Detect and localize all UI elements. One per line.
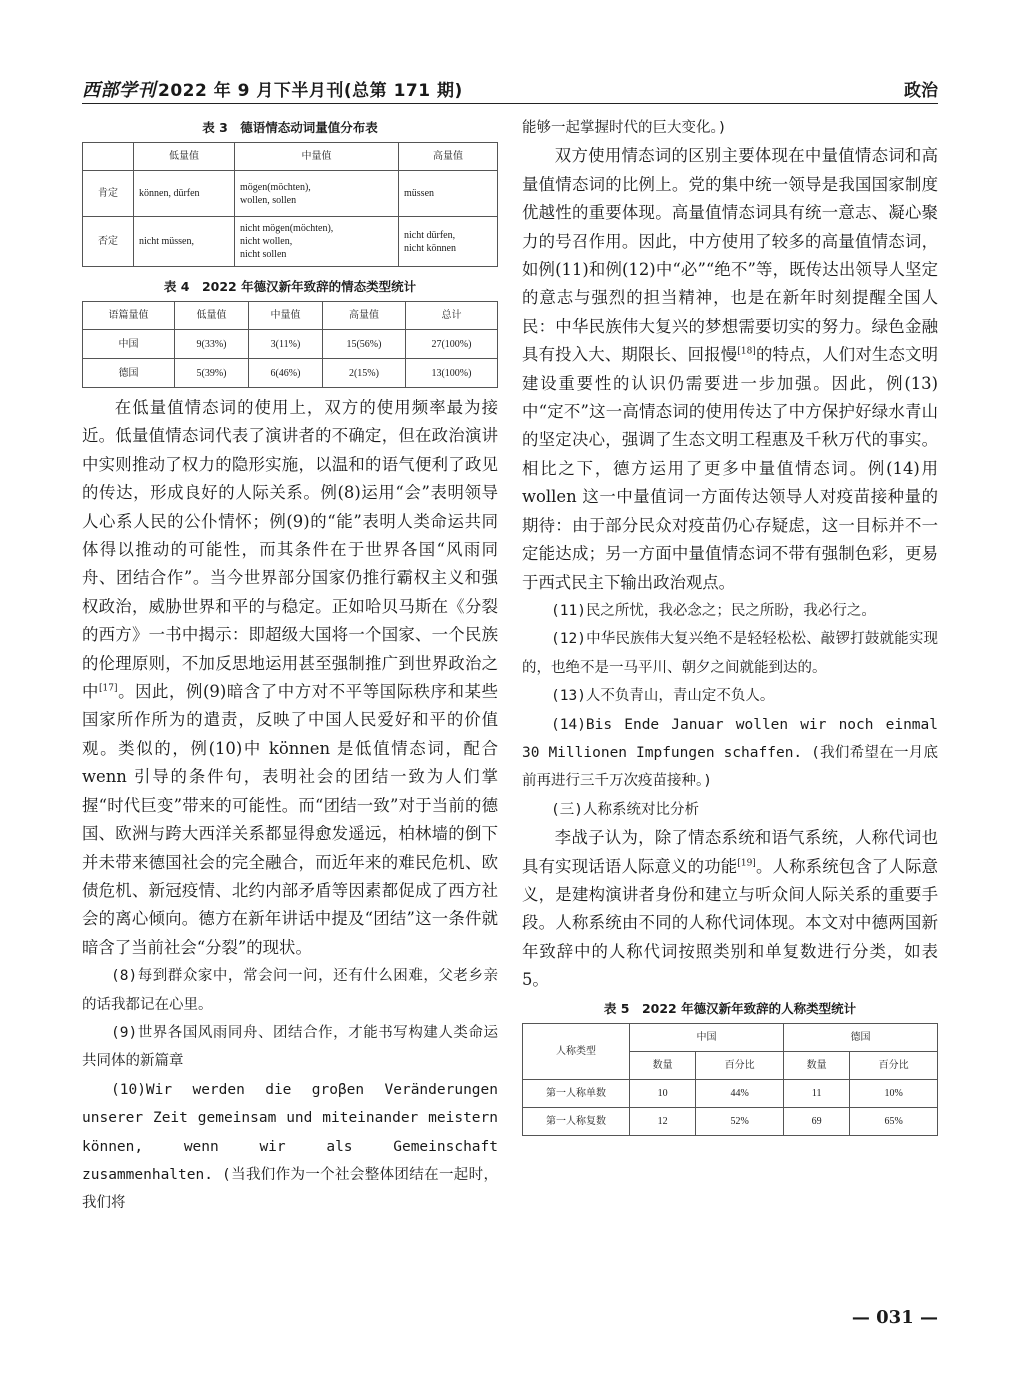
table5-cell: 第一人称单数 (523, 1079, 630, 1107)
table4-cell: 9(33%) (175, 330, 249, 359)
table4-cell: 15(56%) (322, 330, 405, 359)
table5-cell: 10% (850, 1079, 938, 1107)
table4-cell: 27(100%) (405, 330, 497, 359)
table5-subheader: 数量 (783, 1051, 849, 1079)
citation: [17] (99, 683, 118, 694)
table5-cell: 12 (630, 1107, 696, 1135)
section-heading: (三)人称系统对比分析 (551, 801, 699, 818)
table5-caption: 表 5 2022 年德汉新年致辞的人称类型统计 (603, 1000, 857, 1016)
body-paragraph (522, 142, 938, 597)
journal-logo: 西部学刊 (82, 80, 156, 101)
table4-header-cell: 语篇量值 (83, 302, 175, 330)
example-14: (14)Bis Ende Januar wollen wir noch einmal 30 Millionen Impfungen schaffen. (我们希望在一月底前再进行三千万次疫苗接种。) (522, 716, 938, 790)
table3-cell: 肯定 (83, 171, 134, 217)
table5-cell: 44% (696, 1079, 784, 1107)
left-column (82, 114, 498, 1218)
paragraph-text: 。因此，例(9)暗含了中方对不平等国际秩序和某些国家所作所为的遣责，反映了中国人民爱好和平的价值观。类似的，例(10)中 können 是低值情态词，配合 wenn 引导的条件句，表明社会的团结一致为人们掌握“时代巨变”带来的可能性。而“团结一致”对于当前的德国、欧洲与跨大西洋关系都显得愈发遥远，柏林墙的倒下并未带来德国社会的完全融合，而近年来的难民危机、欧债危机、新冠疫情、北约内部矛盾等因素都促成了西方社会的离心倾向。德方在新年讲话中提及“团结”这一条件就暗含了当前社会“分裂”的现状。 (82, 682, 499, 957)
page-header (82, 76, 938, 102)
table3-cell: nicht dürfen, nicht können (399, 217, 498, 267)
example-12: (12)中华民族伟大复兴绝不是轻轻松松、敲锣打鼓就能实现的，也绝不是一马平川、朝夕之间就能到达的。 (522, 631, 938, 676)
table3-cell: 否定 (83, 217, 134, 267)
table5-subheader: 百分比 (696, 1051, 784, 1079)
paragraph-text: 的特点，人们对生态文明建设重要性的认识仍需要进一步加强。因此，例(13)中“定不”这一高情态词的使用传达了中方保护好绿水青山的坚定决心，强调了生态文明工程惠及千秋万代的事实。相比之下，德方运用了更多中量值情态词。例(14)用 wollen 这一中量值词一方面传达领导人对疫苗接种量的期待：由于部分民众对疫苗仍心存疑虑，这一目标并不一定能达成；另一方面中量值情态词不带有强制色彩，更易于西式民主下输出政治观点。 (522, 345, 939, 592)
table5-cell: 10 (630, 1079, 696, 1107)
body-paragraph (522, 824, 938, 994)
table5-cell: 第一人称复数 (523, 1107, 630, 1135)
table3-caption: 表 3 德语情态动词量值分布表 (202, 120, 378, 135)
example-9: (9)世界各国风雨同舟、团结合作，才能书写构建人类命运共同体的新篇章 (82, 1024, 498, 1070)
table4-header-cell: 高量值 (322, 302, 405, 330)
table3-header-cell: 低量值 (134, 143, 235, 171)
table4-header-cell: 总计 (405, 302, 497, 330)
table4-header-cell: 低量值 (175, 302, 249, 330)
example-13: (13)人不负青山，青山定不负人。 (551, 688, 775, 705)
table4-cell: 2(15%) (322, 359, 405, 388)
table3-header-cell: 高量值 (399, 143, 498, 171)
table5-subheader: 数量 (630, 1051, 696, 1079)
table4-cell: 3(11%) (248, 330, 322, 359)
right-column (522, 114, 938, 1136)
table3-header-cell: 中量值 (235, 143, 399, 171)
header-rule (82, 103, 938, 104)
table3-header-cell (83, 143, 134, 171)
table4-cell: 德国 (83, 359, 175, 388)
example-11: (11)民之所忧，我必念之；民之所盼，我必行之。 (551, 602, 876, 619)
table4-cell: 5(39%) (175, 359, 249, 388)
table3 (82, 142, 498, 267)
table3-cell: mögen(möchten), wollen, sollen (235, 171, 399, 217)
table4-caption: 表 4 2022 年德汉新年致辞的情态类型统计 (163, 279, 417, 294)
table5-header-cell: 人称类型 (523, 1023, 630, 1079)
section-label: 政治 (904, 81, 938, 101)
journal-issue: 2022 年 9 月下半月刊(总第 171 期) (158, 81, 463, 101)
table4 (82, 301, 498, 388)
table5-cell: 11 (783, 1079, 849, 1107)
table5-cell: 69 (783, 1107, 849, 1135)
example-10-continued: 能够一起掌握时代的巨大变化。) (522, 120, 727, 136)
table4-cell: 13(100%) (405, 359, 497, 388)
table5-cell: 65% (850, 1107, 938, 1135)
example-10: (10)Wir werden die groβen Veränderungen unserer Zeit gemeinsam und miteinander meistern können, wenn wir als Gemeinschaft zusammenhalten. (当我们作为一个社会整体团结在一起时，我们将 (82, 1081, 498, 1212)
paragraph-text: 李战子认为，除了情态系统和语气系统，人称代词也具有实现话语人际意义的功能 (522, 828, 938, 876)
table3-cell: nicht mögen(möchten), nicht wollen, nicht sollen (235, 217, 399, 267)
paragraph-text: 在低量值情态词的使用上，双方的使用频率最为接近。低量值情态词代表了演讲者的不确定，但在政治演讲中实则推动了权力的隐形实施，以温和的语气便利了政见的传达，形成良好的人际关系。例(8)运用“会”表明领导人心系人民的公仆情怀；例(9)的“能”表明人类命运共同体得以推动的可能性，而其条件在于世界各国“风雨同舟、团结合作”。当今世界部分国家仍推行霸权主义和强权政治，威胁世界和平的与稳定。正如哈贝马斯在《分裂的西方》一书中揭示：即超级大国将一个国家、一个民族的伦理原则，不加反思地运用甚至强制推广到世界政治之中 (82, 398, 498, 702)
citation: [18] (737, 346, 756, 357)
table5-subheader: 百分比 (850, 1051, 938, 1079)
table5-group-header: 德国 (783, 1023, 937, 1051)
table5-cell: 52% (696, 1107, 784, 1135)
table4-header-cell: 中量值 (248, 302, 322, 330)
table3-cell: können, dürfen (134, 171, 235, 217)
page-number: — 031 — (851, 1307, 938, 1328)
paragraph-text: 。人称系统包含了人际意义，是建构演讲者身份和建立与听众间人际关系的重要手段。人称系统由不同的人称代词体现。本文对中德两国新年致辞中的人称代词按照类别和单复数进行分类，如表 5。 (522, 856, 939, 990)
table4-cell: 中国 (83, 330, 175, 359)
table4-cell: 6(46%) (248, 359, 322, 388)
table3-cell: müssen (399, 171, 498, 217)
journal-title (82, 76, 463, 102)
paragraph-text: 双方使用情态词的区别主要体现在中量值情态词和高量值情态词的比例上。党的集中统一领导是我国国家制度优越性的重要体现。高量值情态词具有统一意志、凝心聚力的号召作用。因此，中方使用了较多的高量值情态词，如例(11)和例(12)中“必”“绝不”等，既传达出领导人坚定的意志与强烈的担当精神，也是在新年时刻提醒全国人民：中华民族伟大复兴的梦想需要切实的努力。绿色金融具有投入大、期限长、回报慢 (522, 146, 938, 365)
table3-cell: nicht müssen, (134, 217, 235, 267)
body-paragraph (82, 394, 498, 962)
table5 (522, 1023, 938, 1136)
example-8: (8)每到群众家中，常会问一问，还有什么困难，父老乡亲的话我都记在心里。 (82, 968, 498, 1013)
table5-group-header: 中国 (630, 1023, 784, 1051)
citation: [19] (737, 858, 756, 869)
